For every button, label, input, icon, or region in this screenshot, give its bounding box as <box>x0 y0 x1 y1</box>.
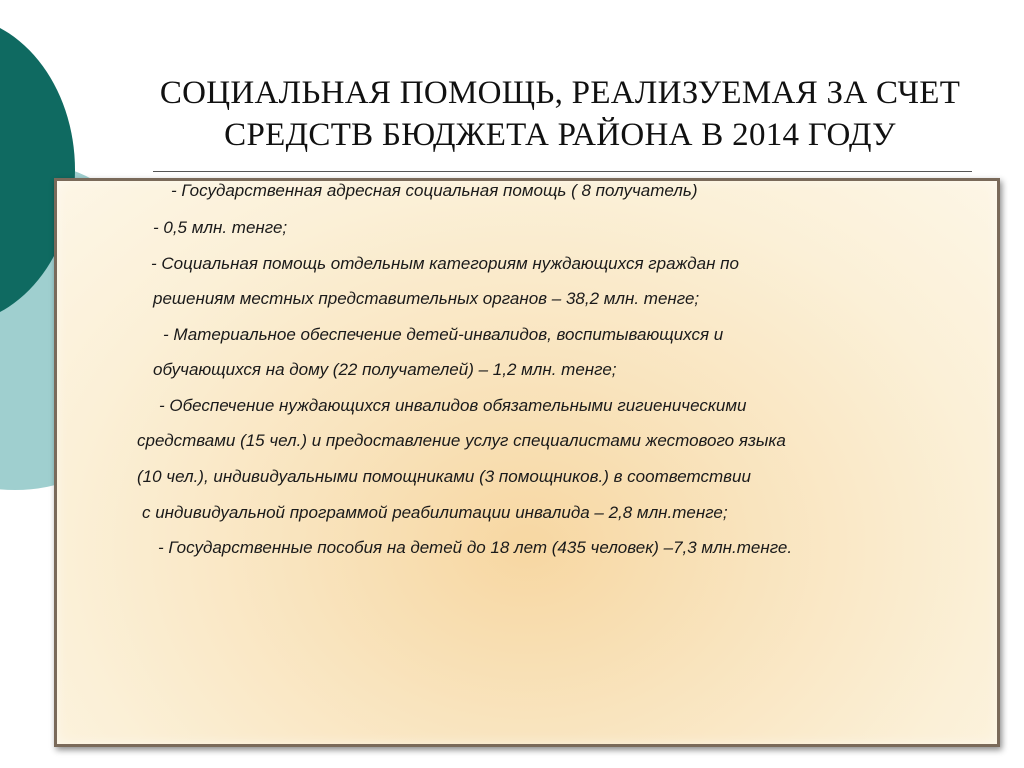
content-line-8: средствами (15 чел.) и предоставление услуг специалистами жестового языка <box>137 431 786 450</box>
title-divider <box>153 171 972 172</box>
slide-title <box>120 72 1000 156</box>
content-line-9: (10 чел.), индивидуальными помощниками (3 помощников.) в соответствии <box>137 467 751 486</box>
title-line-2: СРЕДСТВ БЮДЖЕТА РАЙОНА В 2014 ГОДУ <box>224 117 896 153</box>
content-line-2: - 0,5 млн. тенге; <box>153 218 288 237</box>
content-line-10: с индивидуальной программой реабилитации инвалида – 2,8 млн.тенге; <box>142 503 728 522</box>
content-line-3: - Социальная помощь отдельным категориям нуждающихся граждан по <box>151 254 739 273</box>
title-line-1: СОЦИАЛЬНАЯ ПОМОЩЬ, РЕАЛИЗУЕМАЯ ЗА СЧЕТ <box>159 75 961 111</box>
content-line-6: обучающихся на дому (22 получателей) – 1,2 млн. тенге; <box>153 360 617 379</box>
content-line-11: - Государственные пособия на детей до 18 лет (435 человек) –7,3 млн.тенге. <box>158 538 793 557</box>
content-line-1: - Государственная адресная социальная помощь ( 8 получатель) <box>171 181 698 200</box>
content-line-7: - Обеспечение нуждающихся инвалидов обязательными гигиеническими <box>159 396 747 415</box>
content-line-4: решениям местных представительных органов – 38,2 млн. тенге; <box>153 289 700 308</box>
content-line-5: - Материальное обеспечение детей-инвалидов, воспитывающихся и <box>163 325 724 344</box>
